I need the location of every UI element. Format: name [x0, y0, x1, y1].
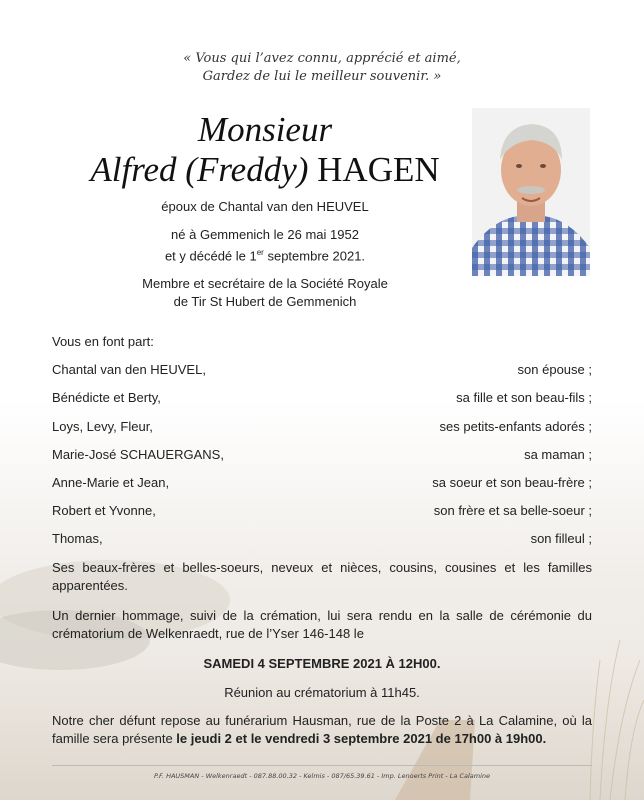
family-name: Anne-Marie et Jean, [52, 475, 170, 490]
family-relation: son filleul ; [530, 531, 592, 546]
deceased-name-block [60, 110, 470, 190]
family-relation: sa maman ; [524, 447, 592, 462]
rest-text: Notre cher défunt repose au funérarium Hausman, rue de la Poste 2 à La Calamine, où la famille sera présente [52, 713, 592, 746]
quote-line-2: Gardez de lui le meilleur souvenir. » [202, 69, 442, 84]
family-relation: ses petits-enfants adorés ; [439, 419, 592, 434]
visiting-hours: le jeudi 2 et le vendredi 3 septembre 2021 de 17h00 à 19h00. [176, 731, 547, 746]
ceremony-paragraph: Un dernier hommage, suivi de la crémation, lui sera rendu en la salle de cérémonie du crématorium de Welkenraedt, rue de l’Yser 146-148 le [52, 608, 592, 641]
deceased-full-name [60, 150, 470, 190]
death-line-prefix: et y décédé le 1 [164, 248, 257, 264]
family-name: Bénédicte et Berty, [52, 390, 161, 405]
family-name: Marie-José SCHAUERGANS, [52, 447, 224, 462]
rest-paragraph [52, 712, 592, 748]
family-relation: son épouse ; [517, 362, 592, 377]
ceremony-date: SAMEDI 4 SEPTEMBRE 2021 À 12H00. [203, 656, 441, 671]
family-name: Loys, Levy, Fleur, [52, 419, 153, 434]
family-name: Thomas, [52, 531, 103, 546]
family-relation: sa fille et son beau-fils ; [456, 390, 592, 405]
family-name: Chantal van den HEUVEL, [52, 362, 206, 377]
reunion-line: Réunion au crématorium à 11h45. [224, 685, 420, 700]
footer-divider [52, 765, 592, 766]
membership-line-1: Membre et secrétaire de la Société Royale [142, 276, 388, 291]
family-name: Robert et Yvonne, [52, 503, 156, 518]
death-line [60, 244, 470, 265]
birth-death-block [60, 226, 470, 265]
membership-line-2: de Tir St Hubert de Gemmenich [173, 294, 357, 309]
deceased-surname: HAGEN [317, 150, 440, 189]
memorial-quote [0, 50, 644, 86]
birth-line: né à Gemmenich le 26 mai 1952 [171, 227, 359, 242]
intro-label: Vous en font part: [52, 334, 154, 349]
death-line-suffix: septembre 2021. [263, 248, 366, 264]
death-line-ordinal: er [256, 248, 264, 257]
portrait-photo [472, 108, 590, 276]
deceased-first-name: Alfred (Freddy) [90, 150, 309, 189]
family-relation: son frère et sa belle-soeur ; [433, 503, 592, 518]
spouse-line: époux de Chantal van den HEUVEL [161, 199, 369, 214]
relatives-paragraph: Ses beaux-frères et belles-soeurs, neveux et nièces, cousins, cousines et les familles apparentées. [52, 560, 592, 593]
footer-credits: P.F. HAUSMAN - Welkenraedt - 087.88.00.32 - Kelmis - 087/65.39.61 - Imp. Lenoerts Print - La Calamine [153, 772, 491, 780]
quote-line-1: « Vous qui l’avez connu, apprécié et aimé, [183, 51, 461, 66]
family-relation: sa soeur et son beau-frère ; [432, 475, 592, 490]
honorific: Monsieur [197, 110, 333, 149]
membership-block [60, 275, 470, 311]
